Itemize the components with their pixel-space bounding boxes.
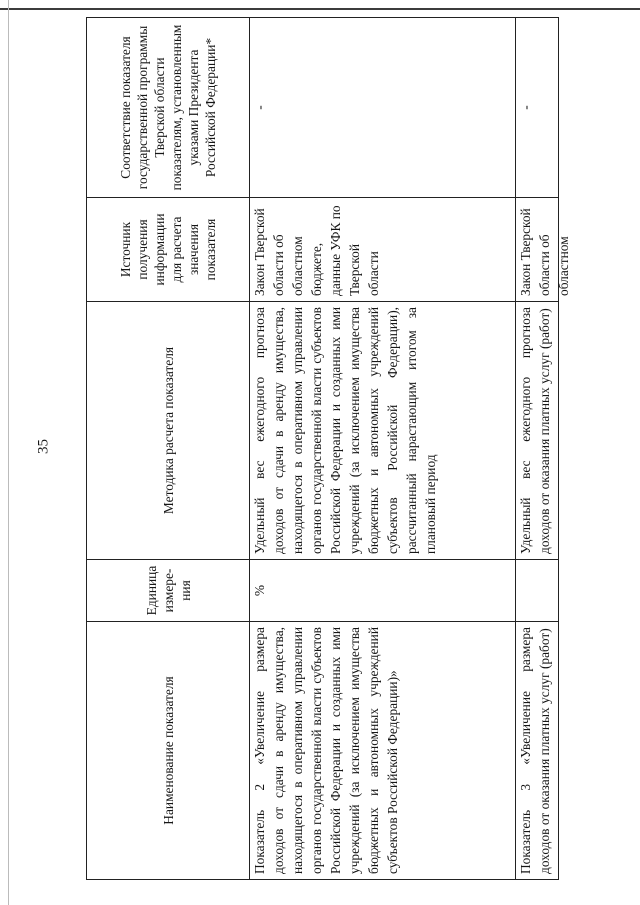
left-edge-line bbox=[8, 0, 9, 905]
source-text: Закон Тверской области об областном bbox=[518, 208, 571, 296]
page-number: 35 bbox=[35, 439, 52, 454]
table-header-row bbox=[87, 18, 250, 880]
header-unit: Единица измере-ния bbox=[87, 560, 250, 622]
method-text: Удельный вес ежегодного прогноза доходов от оказания платных услуг (работ) bbox=[518, 307, 552, 554]
indicator-name-text: Показатель 3 «Увеличение размера доходов от оказания платных услуг (работ) bbox=[518, 627, 552, 874]
table-row bbox=[250, 18, 516, 880]
compliance-cell: - bbox=[250, 18, 516, 198]
unit-cell: % bbox=[250, 560, 516, 622]
header-method: Методика расчета показателя bbox=[87, 302, 250, 560]
header-source: Источник получения информации для расчета значения показателя bbox=[87, 198, 250, 302]
top-edge-line bbox=[0, 8, 640, 10]
indicators-table bbox=[86, 17, 571, 880]
header-compliance: Соответствие показателя государственной программы Тверской области показателям, установленным указами Президента Российской Федерации* bbox=[87, 18, 250, 198]
header-indicator-name: Наименование показателя bbox=[87, 622, 250, 880]
indicator-name-cell: Показатель 2 «Увеличение размера доходов от сдачи в аренду имущества, находящегося в оперативном управлении органов государственной власти субъектов Российской Федерации и созданных ими учреждений (за исключением имущества бюджетных и автономных учреждений субъектов Российской Федерации)» bbox=[250, 622, 516, 880]
unit-cell bbox=[516, 560, 559, 622]
compliance-cell: - bbox=[516, 18, 559, 198]
table-row bbox=[516, 18, 559, 880]
indicator-name-cell bbox=[516, 622, 559, 880]
method-cell: Удельный вес ежегодного прогноза доходов от сдачи в аренду имущества, находящегося в оперативном управлении органов государственной власти субъектов Российской Федерации и созданных ими учреждений (за исключением имущества бюджетных и автономных учреждений субъектов Российской Федерации), рассчитанный нарастающим итогом за плановый период bbox=[250, 302, 516, 560]
table-container bbox=[86, 18, 571, 880]
source-cell bbox=[516, 198, 571, 302]
method-cell bbox=[516, 302, 559, 560]
rotated-page bbox=[86, 18, 571, 880]
source-cell: Закон Тверской области об областном бюджете, данные УФК по Тверской области bbox=[250, 198, 516, 302]
